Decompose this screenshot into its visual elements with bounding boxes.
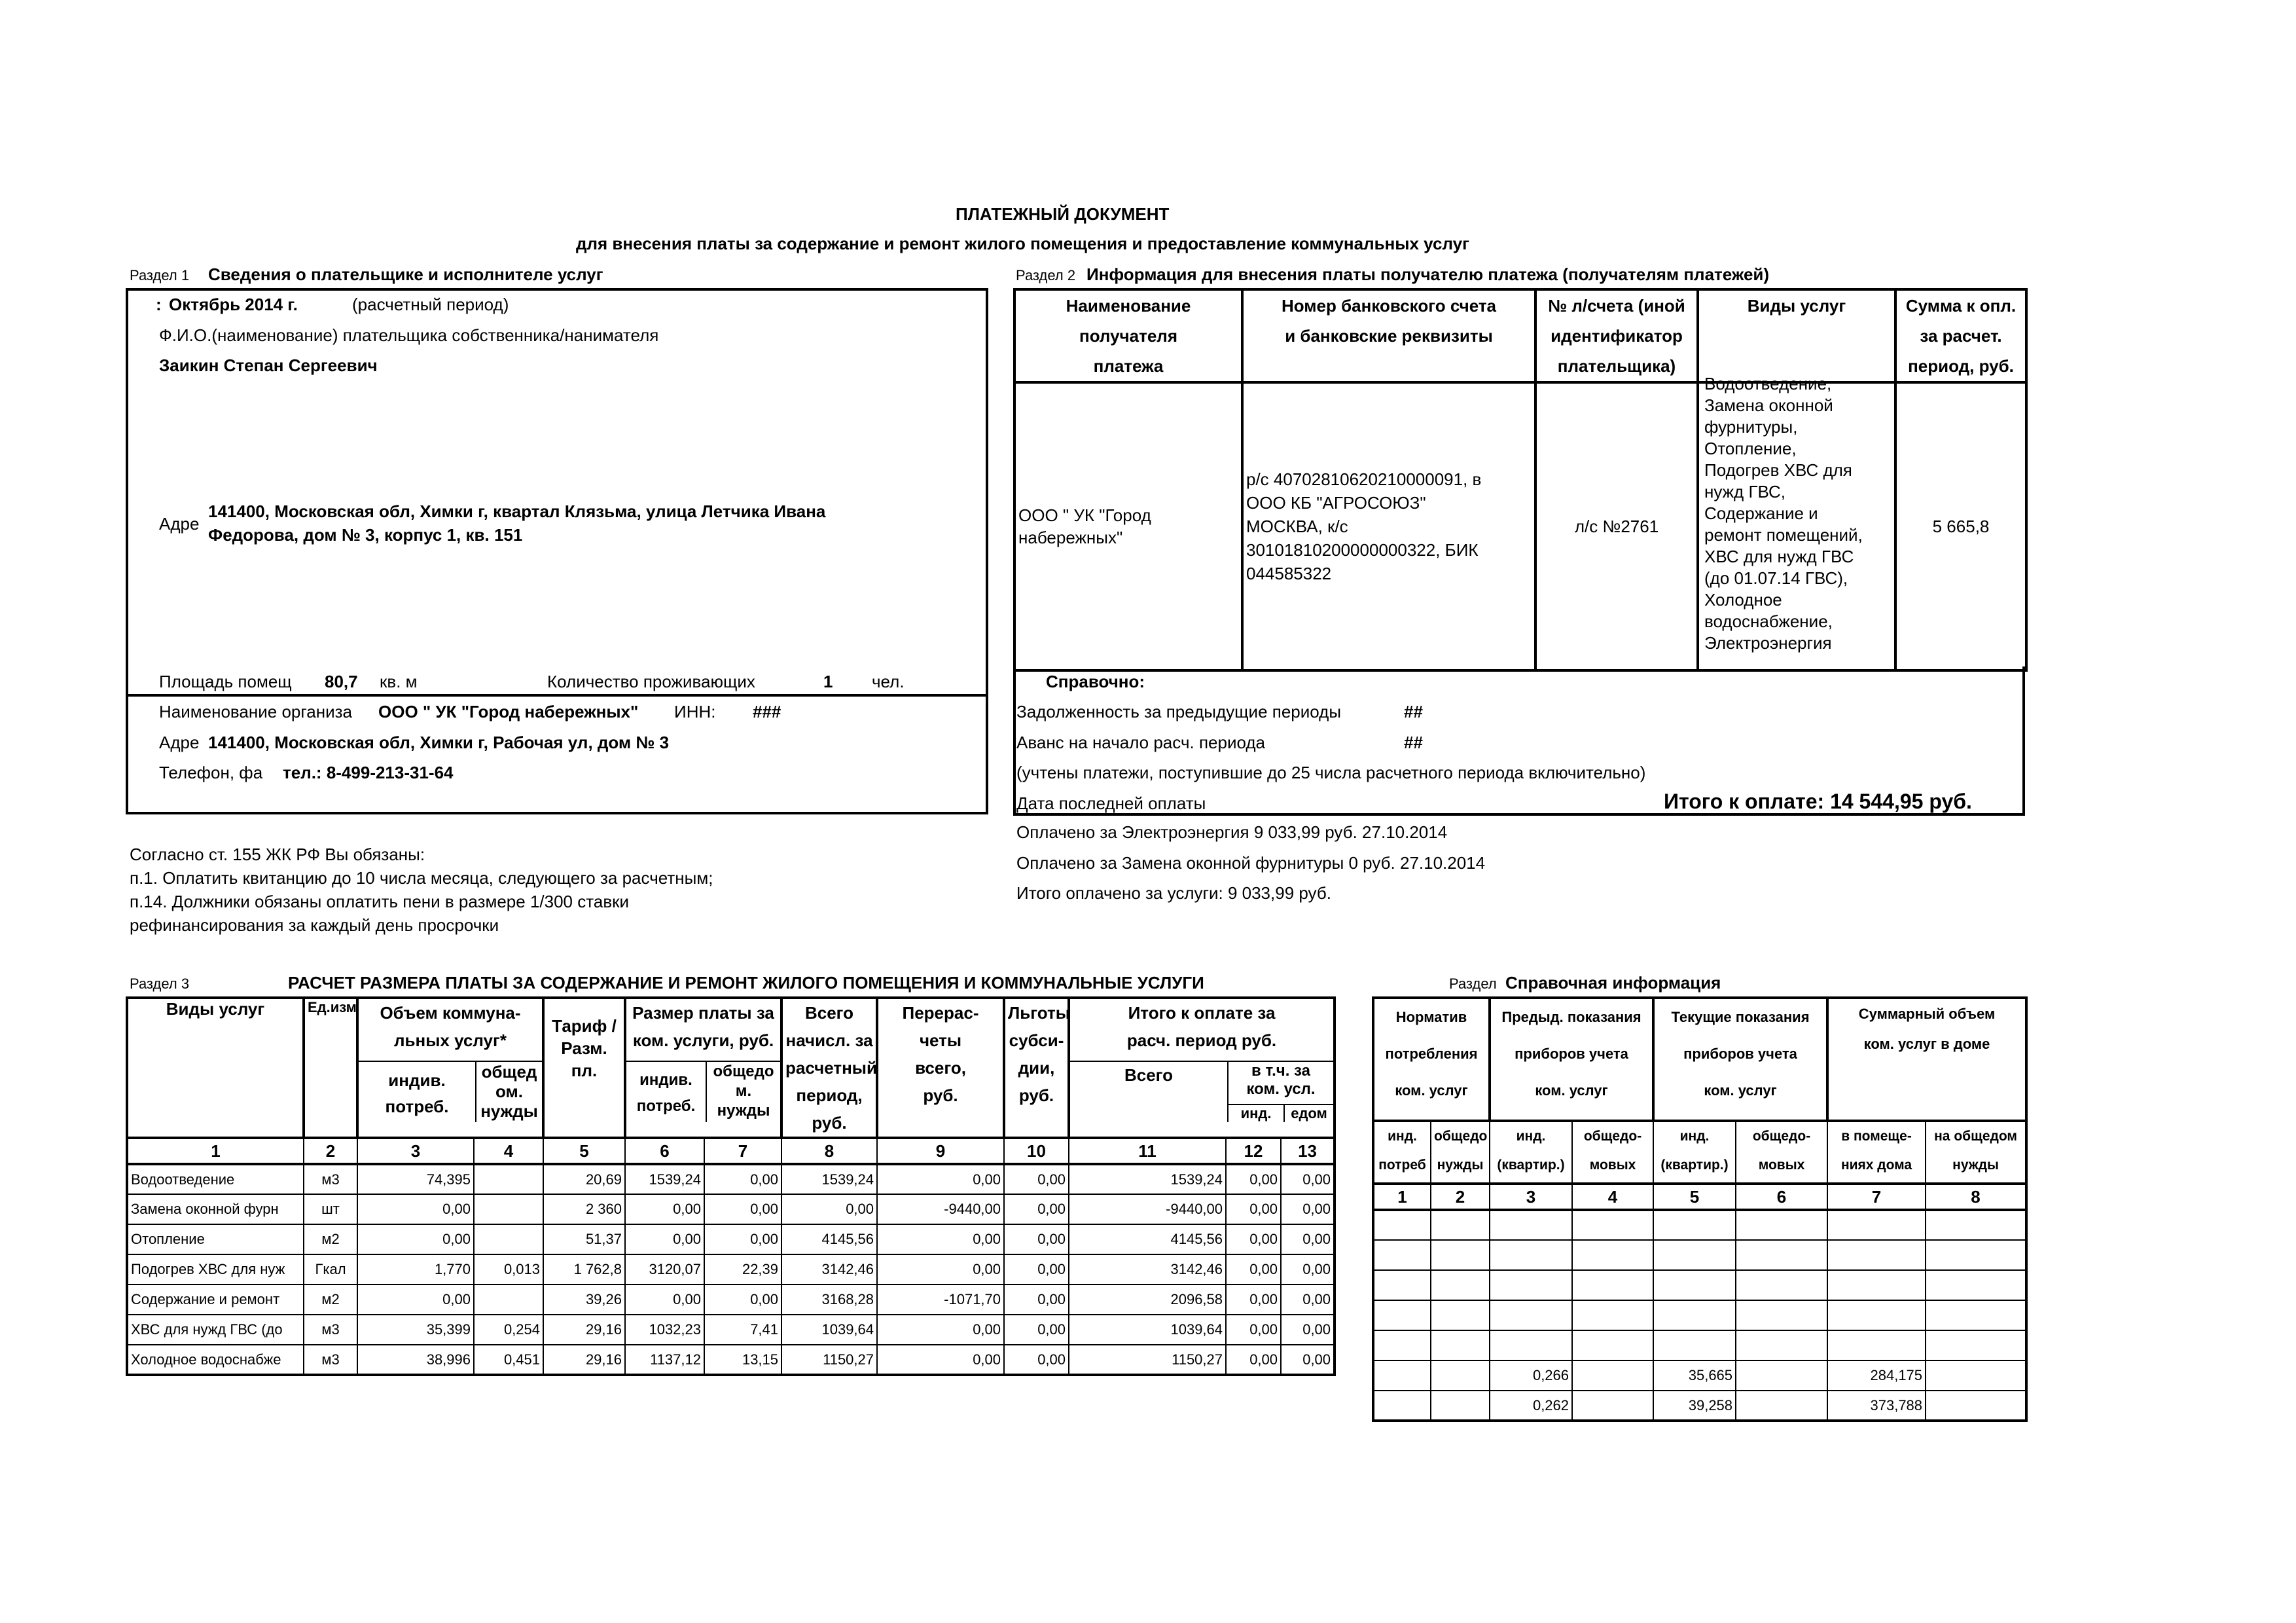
- obligations-line-4: рефинансирования за каждый день просрочки: [130, 915, 499, 935]
- calc-value-cell: 0,451: [474, 1345, 543, 1375]
- col-number: 5: [543, 1138, 625, 1164]
- calc-value-cell: 0,00: [1004, 1224, 1069, 1254]
- calc-value-cell: 13,15: [704, 1345, 781, 1375]
- calc-value-cell: 0,00: [1004, 1345, 1069, 1375]
- billing-period-note: (расчетный период): [352, 295, 509, 314]
- sum-room-header: в помеще- ниях дома: [1827, 1121, 1926, 1184]
- obligations-line-1: Согласно ст. 155 ЖК РФ Вы обязаны:: [130, 845, 425, 864]
- reference-row: [1373, 1300, 2026, 1330]
- calc-value-cell: 39,26: [543, 1285, 625, 1315]
- reference-value-cell: [1490, 1240, 1572, 1270]
- calc-value-cell: м2: [304, 1285, 357, 1315]
- norm-common-header: общедо нужды: [1431, 1121, 1490, 1184]
- recipient-cell: ООО " УК "Город набережных": [1014, 382, 1242, 670]
- prev-readings-header: Предыд. показания приборов учета ком. услуг: [1490, 998, 1653, 1121]
- advance-label: Аванс на начало расч. периода: [1016, 733, 1266, 752]
- calc-value-cell: 20,69: [543, 1164, 625, 1194]
- inn-value: ###: [753, 702, 781, 721]
- service-name-cell: Холодное водоснабже: [127, 1345, 304, 1375]
- calc-value-cell: 0,00: [781, 1194, 877, 1224]
- calc-value-cell: 0,00: [1281, 1315, 1335, 1345]
- org-address: 141400, Московская обл, Химки г, Рабочая ул, дом № 3: [208, 733, 670, 752]
- calc-value-cell: 0,00: [1226, 1345, 1281, 1375]
- calc-value-cell: 51,37: [543, 1224, 625, 1254]
- col-number: 3: [357, 1138, 474, 1164]
- calc-value-cell: 0,00: [704, 1224, 781, 1254]
- calc-value-cell: 0,254: [474, 1315, 543, 1345]
- bank-header: Номер банковского счета и банковские реквизиты: [1242, 289, 1535, 382]
- reference-value-cell: [1926, 1270, 2026, 1300]
- last-payment-label: Дата последней оплаты: [1016, 793, 1206, 813]
- calc-value-cell: 3120,07: [625, 1254, 704, 1285]
- reference-value-cell: [1926, 1360, 2026, 1391]
- col-number: 8: [781, 1138, 877, 1164]
- col-volume-header: Объем коммуна- льных услуг* индив. потреб. общед ом. нужды: [357, 998, 543, 1138]
- reference-value-cell: [1431, 1360, 1490, 1391]
- calc-value-cell: 29,16: [543, 1345, 625, 1375]
- reference-value-cell: [1572, 1210, 1653, 1240]
- residents-value: 1: [823, 672, 833, 691]
- reference-value-cell: [1736, 1240, 1827, 1270]
- calc-value-cell: 0,00: [877, 1315, 1004, 1345]
- section1-label: Раздел 1: [130, 267, 190, 283]
- service-name-cell: Подогрев ХВС для нуж: [127, 1254, 304, 1285]
- service-name-cell: Водоотведение: [127, 1164, 304, 1194]
- calc-value-cell: 0,00: [625, 1194, 704, 1224]
- col-number: 10: [1004, 1138, 1069, 1164]
- service-name-cell: Отопление: [127, 1224, 304, 1254]
- section4-label: Раздел: [1449, 976, 1497, 992]
- org-label: Наименование организа: [159, 702, 353, 721]
- reference-value-cell: 35,665: [1653, 1360, 1736, 1391]
- reference-value-cell: [1572, 1270, 1653, 1300]
- col-number: 6: [625, 1138, 704, 1164]
- calc-value-cell: 0,00: [704, 1194, 781, 1224]
- period-prefix: :: [156, 295, 162, 314]
- reference-value-cell: [1827, 1210, 1926, 1240]
- address-label: Адре: [159, 514, 200, 534]
- col-number: 4: [474, 1138, 543, 1164]
- section2-heading: Информация для внесения платы получателю платежа (получателям платежей): [1086, 264, 1770, 284]
- calc-value-cell: 0,00: [1281, 1224, 1335, 1254]
- prev-common-header: общедо- мовых: [1572, 1121, 1653, 1184]
- reference-value-cell: 284,175: [1827, 1360, 1926, 1391]
- reference-value-cell: [1431, 1210, 1490, 1240]
- reference-value-cell: [1653, 1240, 1736, 1270]
- calc-value-cell: 1039,64: [1069, 1315, 1226, 1345]
- reference-value-cell: [1736, 1300, 1827, 1330]
- reference-value-cell: [1373, 1210, 1431, 1240]
- section1-divider: [126, 694, 988, 697]
- curr-common-header: общедо- мовых: [1736, 1121, 1827, 1184]
- col-fee-header: Размер платы за ком. услуги, руб. индив. потреб. общедо м. нужды: [625, 998, 781, 1138]
- col-total-charged-header: Всего начисл. за расчетный период, руб.: [781, 998, 877, 1138]
- phone-value: тел.: 8-499-213-31-64: [283, 763, 454, 782]
- obligations-line-3: п.14. Должники обязаны оплатить пени в размере 1/300 ставки: [130, 892, 630, 911]
- calc-value-cell: 7,41: [704, 1315, 781, 1345]
- reference-value-cell: [1431, 1270, 1490, 1300]
- document-subtitle: для внесения платы за содержание и ремонт жилого помещения и предоставление коммунальных услуг: [576, 234, 1469, 253]
- reference-value-cell: [1373, 1240, 1431, 1270]
- account-cell: л/с №2761: [1535, 382, 1698, 670]
- paid-line-2: Оплачено за Замена оконной фурнитуры 0 руб. 27.10.2014: [1016, 853, 1486, 873]
- recipient-header: Наименование получателя платежа: [1014, 289, 1242, 382]
- sum-header: Сумма к опл. за расчет. период, руб.: [1895, 289, 2026, 382]
- reference-row: [1373, 1360, 2026, 1391]
- col-recalc-header: Перерас- четы всего, руб.: [877, 998, 1004, 1138]
- calc-value-cell: 0,00: [1226, 1254, 1281, 1285]
- area-label: Площадь помещ: [159, 672, 292, 691]
- address-line2: Федорова, дом № 3, корпус 1, кв. 151: [208, 525, 523, 545]
- calc-value-cell: 0,00: [877, 1254, 1004, 1285]
- advance-value: ##: [1404, 733, 1423, 752]
- norm-ind-header: инд. потреб: [1373, 1121, 1431, 1184]
- reference-value-cell: [1431, 1240, 1490, 1270]
- reference-value-cell: [1431, 1391, 1490, 1421]
- service-name-cell: Замена оконной фурн: [127, 1194, 304, 1224]
- calc-value-cell: 0,00: [704, 1164, 781, 1194]
- residents-label: Количество проживающих: [547, 672, 755, 691]
- paid-line-3: Итого оплачено за услуги: 9 033,99 руб.: [1016, 883, 1331, 903]
- section2-label: Раздел 2: [1016, 267, 1076, 283]
- calc-value-cell: 0,00: [1004, 1194, 1069, 1224]
- calc-value-cell: м3: [304, 1164, 357, 1194]
- calc-value-cell: 4145,56: [781, 1224, 877, 1254]
- reference-value-cell: [1926, 1240, 2026, 1270]
- calc-value-cell: 38,996: [357, 1345, 474, 1375]
- calc-value-cell: 1150,27: [1069, 1345, 1226, 1375]
- calc-value-cell: 0,00: [1226, 1315, 1281, 1345]
- calc-row: [127, 1224, 1335, 1254]
- reference-value-cell: [1373, 1391, 1431, 1421]
- reference-row: [1373, 1330, 2026, 1360]
- col-number: 9: [877, 1138, 1004, 1164]
- calc-value-cell: 1032,23: [625, 1315, 704, 1345]
- calc-value-cell: 0,00: [625, 1224, 704, 1254]
- col-number: 5: [1653, 1184, 1736, 1210]
- section3-heading: РАСЧЕТ РАЗМЕРА ПЛАТЫ ЗА СОДЕРЖАНИЕ И РЕМОНТ ЖИЛОГО ПОМЕЩЕНИЯ И КОММУНАЛЬНЫЕ УСЛУГИ: [288, 973, 1204, 993]
- reference-value-cell: [1736, 1210, 1827, 1240]
- calc-value-cell: 0,00: [357, 1194, 474, 1224]
- calc-value-cell: [474, 1224, 543, 1254]
- calc-value-cell: 3142,46: [1069, 1254, 1226, 1285]
- org-address-label: Адре: [159, 733, 200, 752]
- calc-value-cell: 0,013: [474, 1254, 543, 1285]
- services-header: Виды услуг: [1698, 289, 1895, 382]
- col-services-header: Виды услуг: [127, 998, 304, 1138]
- col-number: 11: [1069, 1138, 1226, 1164]
- curr-readings-header: Текущие показания приборов учета ком. услуг: [1653, 998, 1827, 1121]
- calc-value-cell: -9440,00: [877, 1194, 1004, 1224]
- prev-ind-header: инд. (квартир.): [1490, 1121, 1572, 1184]
- col-to-pay-header: Итого к оплате за расч. период руб. Всего в т.ч. за ком. усл. инд. едом: [1069, 998, 1335, 1138]
- calc-value-cell: [474, 1285, 543, 1315]
- calc-value-cell: 35,399: [357, 1315, 474, 1345]
- calc-value-cell: 1,770: [357, 1254, 474, 1285]
- reference-value-cell: [1572, 1391, 1653, 1421]
- col-tariff-header: Тариф / Разм. пл.: [543, 998, 625, 1138]
- col-number: 1: [127, 1138, 304, 1164]
- col-number: 2: [1431, 1184, 1490, 1210]
- calc-value-cell: 0,00: [357, 1285, 474, 1315]
- inn-label: ИНН:: [674, 702, 716, 721]
- calc-row: [127, 1254, 1335, 1285]
- bank-cell: р/с 40702810620210000091, в ООО КБ "АГРОСОЮЗ" МОСКВА, к/с 30101810200000000322, БИК 044585322: [1242, 382, 1535, 670]
- col-number: 2: [304, 1138, 357, 1164]
- reference-value-cell: [1926, 1210, 2026, 1240]
- calc-value-cell: 0,00: [1226, 1224, 1281, 1254]
- reference-value-cell: [1827, 1240, 1926, 1270]
- col-number: 3: [1490, 1184, 1572, 1210]
- calculation-table: [126, 996, 1336, 1376]
- reference-value-cell: [1653, 1330, 1736, 1360]
- reference-value-cell: [1736, 1330, 1827, 1360]
- reference-value-cell: [1926, 1300, 2026, 1330]
- calc-value-cell: 1539,24: [781, 1164, 877, 1194]
- col-number: 4: [1572, 1184, 1653, 1210]
- calc-value-cell: 4145,56: [1069, 1224, 1226, 1254]
- reference-value-cell: [1490, 1330, 1572, 1360]
- payer-name: Заикин Степан Сергеевич: [159, 356, 378, 375]
- calc-value-cell: шт: [304, 1194, 357, 1224]
- calc-value-cell: 3168,28: [781, 1285, 877, 1315]
- sum-common-header: на общедом нужды: [1926, 1121, 2026, 1184]
- org-name: ООО " УК "Город набережных": [378, 702, 639, 721]
- payments-note: (учтены платежи, поступившие до 25 числа расчетного периода включительно): [1016, 763, 1646, 782]
- reference-value-cell: [1653, 1210, 1736, 1240]
- calc-value-cell: 0,00: [704, 1285, 781, 1315]
- calc-value-cell: 1039,64: [781, 1315, 877, 1345]
- recipient-table: [1013, 288, 2028, 672]
- calc-value-cell: 0,00: [1004, 1315, 1069, 1345]
- calc-value-cell: 1539,24: [625, 1164, 704, 1194]
- reference-value-cell: [1653, 1270, 1736, 1300]
- calc-value-cell: 0,00: [1281, 1285, 1335, 1315]
- reference-value-cell: 0,266: [1490, 1360, 1572, 1391]
- calc-value-cell: 0,00: [1226, 1194, 1281, 1224]
- reference-value-cell: [1572, 1240, 1653, 1270]
- calc-value-cell: 0,00: [1281, 1194, 1335, 1224]
- calc-value-cell: 0,00: [1281, 1164, 1335, 1194]
- calc-value-cell: -1071,70: [877, 1285, 1004, 1315]
- reference-value-cell: [1827, 1300, 1926, 1330]
- reference-value-cell: 39,258: [1653, 1391, 1736, 1421]
- reference-value-cell: [1736, 1391, 1827, 1421]
- section1-heading: Сведения о плательщике и исполнителе услуг: [208, 264, 603, 284]
- address-line1: 141400, Московская обл, Химки г, квартал Клязьма, улица Летчика Ивана: [208, 501, 826, 521]
- reference-row: [1373, 1210, 2026, 1240]
- reference-value-cell: [1490, 1210, 1572, 1240]
- calc-value-cell: [474, 1164, 543, 1194]
- reference-value-cell: [1373, 1300, 1431, 1330]
- reference-value-cell: 0,262: [1490, 1391, 1572, 1421]
- calc-row: [127, 1285, 1335, 1315]
- calc-row: [127, 1345, 1335, 1375]
- residents-unit: чел.: [872, 672, 905, 691]
- debt-value: ##: [1404, 702, 1423, 721]
- reference-value-cell: [1572, 1360, 1653, 1391]
- service-name-cell: ХВС для нужд ГВС (до: [127, 1315, 304, 1345]
- reference-value-cell: [1572, 1330, 1653, 1360]
- reference-row: [1373, 1240, 2026, 1270]
- account-header: № л/счета (иной идентификатор плательщика): [1535, 289, 1698, 382]
- reference-row: [1373, 1391, 2026, 1421]
- section4-heading: Справочная информация: [1505, 973, 1721, 993]
- calc-value-cell: 22,39: [704, 1254, 781, 1285]
- reference-row: [1373, 1270, 2026, 1300]
- obligations-line-2: п.1. Оплатить квитанцию до 10 числа месяца, следующего за расчетным;: [130, 868, 713, 888]
- col-benefits-header: Льготы субси- дии, руб.: [1004, 998, 1069, 1138]
- calc-value-cell: 0,00: [357, 1224, 474, 1254]
- total-to-pay: Итого к оплате: 14 544,95 руб.: [1664, 790, 1972, 813]
- document-title: ПЛАТЕЖНЫЙ ДОКУМЕНТ: [956, 204, 1170, 224]
- norm-header: Норматив потребления ком. услуг: [1373, 998, 1490, 1121]
- col-number: 6: [1736, 1184, 1827, 1210]
- col-number: 12: [1226, 1138, 1281, 1164]
- reference-value-cell: [1653, 1300, 1736, 1330]
- calc-value-cell: м3: [304, 1345, 357, 1375]
- reference-value-cell: [1373, 1360, 1431, 1391]
- reference-value-cell: [1373, 1270, 1431, 1300]
- calc-row: [127, 1194, 1335, 1224]
- reference-value-cell: [1490, 1300, 1572, 1330]
- calc-value-cell: 0,00: [877, 1345, 1004, 1375]
- phone-label: Телефон, фа: [159, 763, 263, 782]
- reference-value-cell: [1572, 1300, 1653, 1330]
- reference-value-cell: [1431, 1300, 1490, 1330]
- calc-value-cell: -9440,00: [1069, 1194, 1226, 1224]
- services-cell: Водоотведение, Замена оконной фурнитуры, Отопление, Подогрев ХВС для нужд ГВС, Содержание и ремонт помещений, ХВС для нужд ГВС (до 01.07.14 ГВС), Холодное водоснабжение, Электроэнергия: [1698, 382, 1895, 670]
- reference-heading: Справочно:: [1046, 672, 1145, 691]
- calc-value-cell: 2096,58: [1069, 1285, 1226, 1315]
- reference-value-cell: [1926, 1391, 2026, 1421]
- reference-value-cell: 373,788: [1827, 1391, 1926, 1421]
- calc-value-cell: 1539,24: [1069, 1164, 1226, 1194]
- calc-value-cell: 0,00: [1226, 1285, 1281, 1315]
- calc-value-cell: 0,00: [625, 1285, 704, 1315]
- col-unit-header: Ед.изм: [304, 998, 357, 1138]
- billing-period: Октябрь 2014 г.: [169, 295, 298, 314]
- reference-table: [1372, 996, 2028, 1422]
- col-number: 13: [1281, 1138, 1335, 1164]
- area-unit: кв. м: [380, 672, 418, 691]
- area-value: 80,7: [325, 672, 358, 691]
- section3-label: Раздел 3: [130, 976, 190, 992]
- calc-value-cell: 29,16: [543, 1315, 625, 1345]
- paid-line-1: Оплачено за Электроэнергия 9 033,99 руб. 27.10.2014: [1016, 822, 1448, 842]
- calc-value-cell: 0,00: [1004, 1254, 1069, 1285]
- calc-value-cell: 0,00: [1226, 1164, 1281, 1194]
- reference-value-cell: [1926, 1330, 2026, 1360]
- col-number: 7: [704, 1138, 781, 1164]
- calc-value-cell: [474, 1194, 543, 1224]
- reference-value-cell: [1736, 1270, 1827, 1300]
- reference-value-cell: [1736, 1360, 1827, 1391]
- total-volume-header: Суммарный объем ком. услуг в доме: [1827, 998, 2026, 1121]
- reference-value-cell: [1373, 1330, 1431, 1360]
- col-number: 1: [1373, 1184, 1431, 1210]
- calc-value-cell: 1137,12: [625, 1345, 704, 1375]
- col-number: 7: [1827, 1184, 1926, 1210]
- curr-ind-header: инд. (квартир.): [1653, 1121, 1736, 1184]
- reference-value-cell: [1827, 1330, 1926, 1360]
- calc-value-cell: 0,00: [1281, 1254, 1335, 1285]
- calc-value-cell: 0,00: [1004, 1285, 1069, 1315]
- debt-label: Задолженность за предыдущие периоды: [1016, 702, 1342, 721]
- calc-value-cell: 0,00: [877, 1224, 1004, 1254]
- calc-value-cell: 1150,27: [781, 1345, 877, 1375]
- calc-value-cell: 74,395: [357, 1164, 474, 1194]
- calc-row: [127, 1164, 1335, 1194]
- calc-value-cell: м3: [304, 1315, 357, 1345]
- calc-value-cell: м2: [304, 1224, 357, 1254]
- calc-value-cell: 2 360: [543, 1194, 625, 1224]
- calc-value-cell: 3142,46: [781, 1254, 877, 1285]
- col-number: 8: [1926, 1184, 2026, 1210]
- calc-value-cell: 0,00: [1004, 1164, 1069, 1194]
- reference-value-cell: [1827, 1270, 1926, 1300]
- payer-caption: Ф.И.О.(наименование) плательщика собственника/нанимателя: [159, 325, 659, 345]
- calc-value-cell: 0,00: [1281, 1345, 1335, 1375]
- calc-value-cell: 0,00: [877, 1164, 1004, 1194]
- reference-value-cell: [1431, 1330, 1490, 1360]
- sum-cell: 5 665,8: [1895, 382, 2026, 670]
- calc-value-cell: Гкал: [304, 1254, 357, 1285]
- calc-value-cell: 1 762,8: [543, 1254, 625, 1285]
- reference-value-cell: [1490, 1270, 1572, 1300]
- calc-row: [127, 1315, 1335, 1345]
- service-name-cell: Содержание и ремонт: [127, 1285, 304, 1315]
